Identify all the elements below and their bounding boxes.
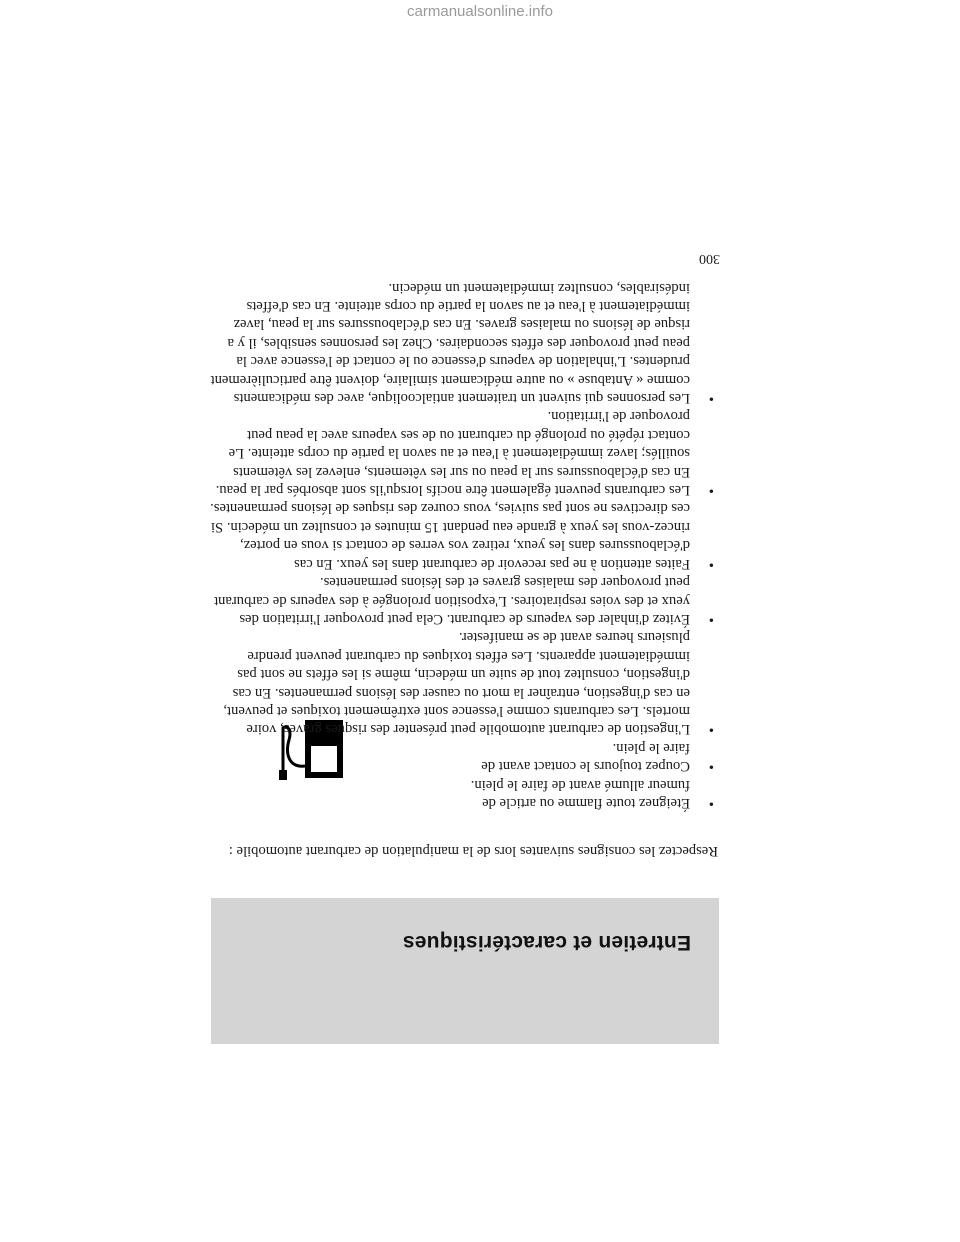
- list-item: • L'ingestion de carburant automobile peut présenter des risques graves, voire mortels. Les carburants comme l'essence sont extrêmement toxiques et peuvent, en cas d'ingestion, entraîner la mort ou causer des lésions permanentes. En cas d'ingestion, consultez tout de suite un médecin, même si les effets ne sont pas immédiatement apparents. Les effets toxiques du carburant peuvent prendre plusieurs heures avant de se manifester.: [208, 628, 718, 738]
- page-number: 300: [699, 251, 720, 266]
- intro-text: Respectez les consignes suivantes lors de la manipulation de carburant automobile :: [228, 843, 718, 859]
- section-title: Entretien et caractéristiques: [402, 931, 691, 954]
- intro-paragraph: [208, 842, 718, 860]
- list-item: • Évitez d'inhaler des vapeurs de carburant. Cela peut provoquer l'irritation des yeux et des voies respiratoires. L'exposition prolongée à des vapeurs de carburant peut provoquer des malaises graves et des lésions permanentes.: [208, 573, 718, 628]
- list-item: • Les carburants peuvent également être nocifs lorsqu'ils sont absorbés par la peau. En cas d'éclaboussures sur la peau ou sur les vêtements, enlevez les vêtements souillés; lavez immédiatement à l'eau et au savon la partie du corps atteinte. Le contact répété ou prolongé du carburant ou de ses vapeurs avec la peau peut provoquer de l'irritation.: [208, 407, 718, 499]
- list-item: • Faites attention à ne pas recevoir de carburant dans les yeux. En cas d'éclaboussures dans les yeux, retirez vos verres de contact si vous en portez, rincez-vous les yeux à grande eau pendant 15 minutes et consultez un médecin. Si ces directives ne sont pas suivies, vous courez des risques de lésions permanentes.: [208, 499, 718, 573]
- watermark: carmanualsonline.info: [407, 3, 553, 20]
- section-header-band: [211, 898, 719, 1044]
- safety-bullet-list: [208, 278, 718, 812]
- list-item: • Coupez toujours le contact avant de faire le plein.: [460, 738, 718, 775]
- list-item: • Éteignez toute flamme ou article de fumeur allumé avant de faire le plein.: [460, 775, 718, 812]
- list-item: • Les personnes qui suivent un traitement antialcoolique, avec des médicaments comme « Antabuse » ou autre médicament similaire, doivent être particulièrement prudentes. L'inhalation de vapeurs d'essence ou le contact de l'essence avec la peau peut provoquer des effets secondaires. Chez les personnes sensibles, il y a risque de lésions ou malaises graves. En cas d'éclaboussures sur la peau, lavez immédiatement à l'eau et au savon la partie du corps atteinte. En cas d'effets indésirables, consultez immédiatement un médecin.: [208, 278, 718, 407]
